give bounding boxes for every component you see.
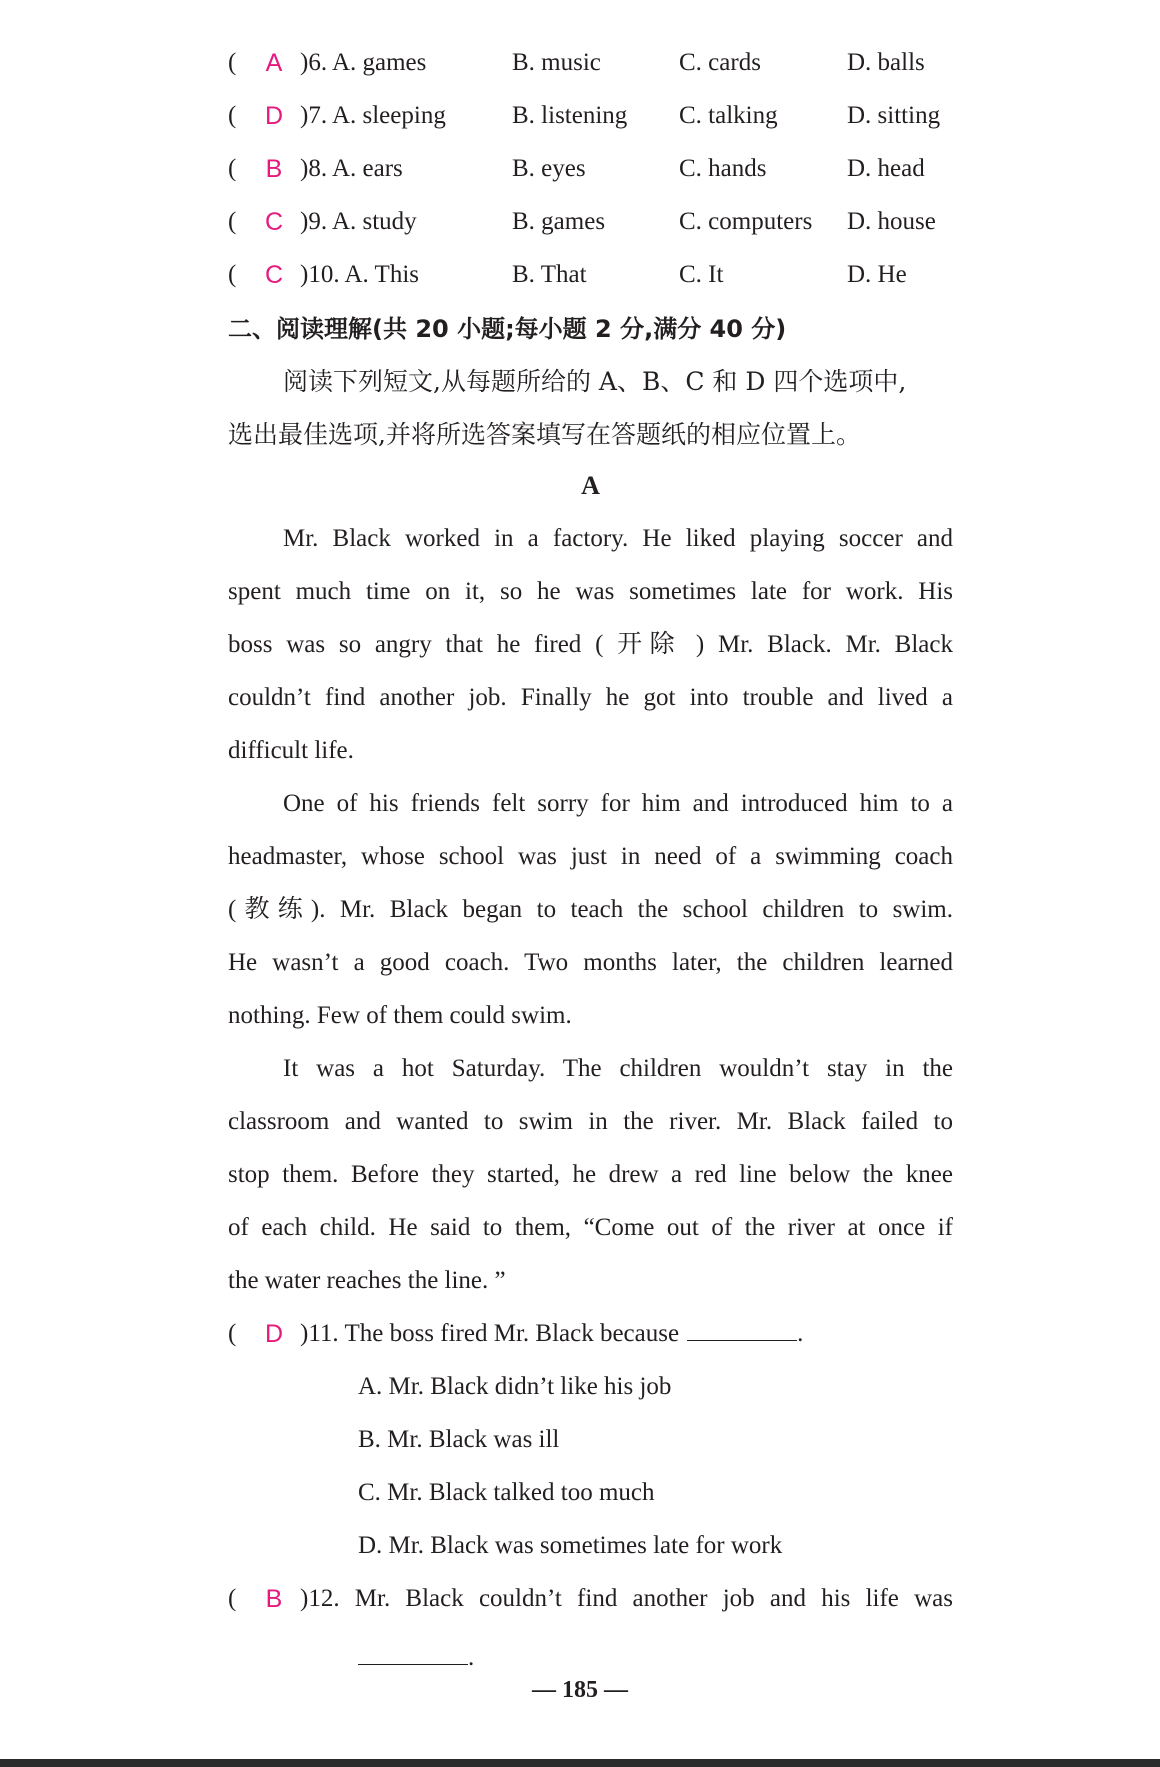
- choice-row-8: [228, 149, 953, 189]
- answer-blank: [687, 1314, 797, 1341]
- question-option: C. Mr. Black talked too much: [358, 1479, 655, 1506]
- answer-paren: (: [228, 1585, 237, 1612]
- passage-line: Mr. Black worked in a factory. He liked playing soccer and: [283, 525, 953, 552]
- option-d: D. head: [847, 155, 925, 182]
- section-heading: 二、阅读理解(共 20 小题;每小题 2 分,满分 40 分): [228, 315, 787, 343]
- passage-line: stop them. Before they started, he drew a red line below the knee: [228, 1161, 953, 1188]
- passage-line: boss was so angry that he fired ( 开除 ) Mr. Black. Mr. Black: [228, 631, 953, 658]
- option-a: )9. A. study: [300, 208, 417, 235]
- option-c: C. hands: [679, 155, 767, 182]
- passage-line: He wasn’t a good coach. Two months later, the children learned: [228, 949, 953, 976]
- passage-line: couldn’t find another job. Finally he got into trouble and lived a: [228, 684, 953, 711]
- bottom-edge-bar: [0, 1759, 1160, 1767]
- answer-letter: C: [264, 208, 284, 236]
- question-12: [228, 1579, 953, 1619]
- option-d: D. house: [847, 208, 936, 235]
- option-a: )10. A. This: [300, 261, 419, 288]
- question-stem: )12. Mr. Black couldn’t find another job and his life was: [300, 1585, 953, 1612]
- answer-letter: D: [264, 102, 284, 130]
- passage-line: One of his friends felt sorry for him and introduced him to a: [283, 790, 953, 817]
- option-c: C. computers: [679, 208, 813, 235]
- choice-row-7: [228, 96, 953, 136]
- question-stem: [300, 1314, 803, 1354]
- answer-letter: A: [265, 49, 283, 77]
- passage-line: nothing. Few of them could swim.: [228, 1002, 572, 1029]
- question-end-punct: .: [797, 1320, 804, 1347]
- choice-row-9: [228, 202, 953, 242]
- answer-paren: (: [228, 261, 237, 288]
- answer-letter: B: [265, 1585, 283, 1613]
- answer-letter: B: [265, 155, 283, 183]
- option-d: D. He: [847, 261, 907, 288]
- passage-line: the water reaches the line. ”: [228, 1267, 506, 1294]
- answer-paren: (: [228, 208, 237, 235]
- option-a: )8. A. ears: [300, 155, 403, 182]
- answer-letter: D: [264, 1320, 284, 1348]
- option-c: C. It: [679, 261, 724, 288]
- passage-line: classroom and wanted to swim in the river. Mr. Black failed to: [228, 1108, 953, 1135]
- question-stem-text: )11. The boss fired Mr. Black because: [300, 1320, 680, 1347]
- instruction-line-1: 阅读下列短文,从每题所给的 A、B、C 和 D 四个选项中,: [283, 367, 907, 396]
- option-b: B. listening: [512, 102, 628, 129]
- instruction-line-2: 选出最佳选项,并将所选答案填写在答题纸的相应位置上。: [228, 420, 861, 449]
- option-b: B. games: [512, 208, 606, 235]
- passage-line: headmaster, whose school was just in need of a swimming coach: [228, 843, 953, 870]
- option-d: D. sitting: [847, 102, 941, 129]
- passage-line: It was a hot Saturday. The children wouldn’t stay in the: [283, 1055, 953, 1082]
- option-c: C. talking: [679, 102, 778, 129]
- passage-line: of each child. He said to them, “Come out of the river at once if: [228, 1214, 953, 1241]
- choice-row-10: [228, 255, 953, 295]
- question-11: [228, 1314, 953, 1354]
- passage-title: A: [581, 471, 600, 500]
- answer-blank: [358, 1638, 468, 1665]
- answer-letter: C: [264, 261, 284, 289]
- answer-paren: (: [228, 49, 237, 76]
- option-b: B. eyes: [512, 155, 586, 182]
- question-end-punct: .: [468, 1644, 475, 1671]
- answer-paren: (: [228, 102, 237, 129]
- option-a: )6. A. games: [300, 49, 427, 76]
- question-option: B. Mr. Black was ill: [358, 1426, 560, 1453]
- answer-paren: (: [228, 1320, 237, 1347]
- option-b: B. music: [512, 49, 601, 76]
- question-option: A. Mr. Black didn’t like his job: [358, 1373, 672, 1400]
- option-a: )7. A. sleeping: [300, 102, 446, 129]
- question-option: D. Mr. Black was sometimes late for work: [358, 1532, 783, 1559]
- option-c: C. cards: [679, 49, 761, 76]
- passage-line: (教练). Mr. Black began to teach the school children to swim.: [228, 896, 953, 923]
- option-d: D. balls: [847, 49, 925, 76]
- choice-row-6: [228, 43, 953, 83]
- passage-line: spent much time on it, so he was sometimes late for work. His: [228, 578, 953, 605]
- option-b: B. That: [512, 261, 587, 288]
- passage-line: difficult life.: [228, 737, 354, 764]
- answer-paren: (: [228, 155, 237, 182]
- page-number: — 185 —: [532, 1677, 628, 1703]
